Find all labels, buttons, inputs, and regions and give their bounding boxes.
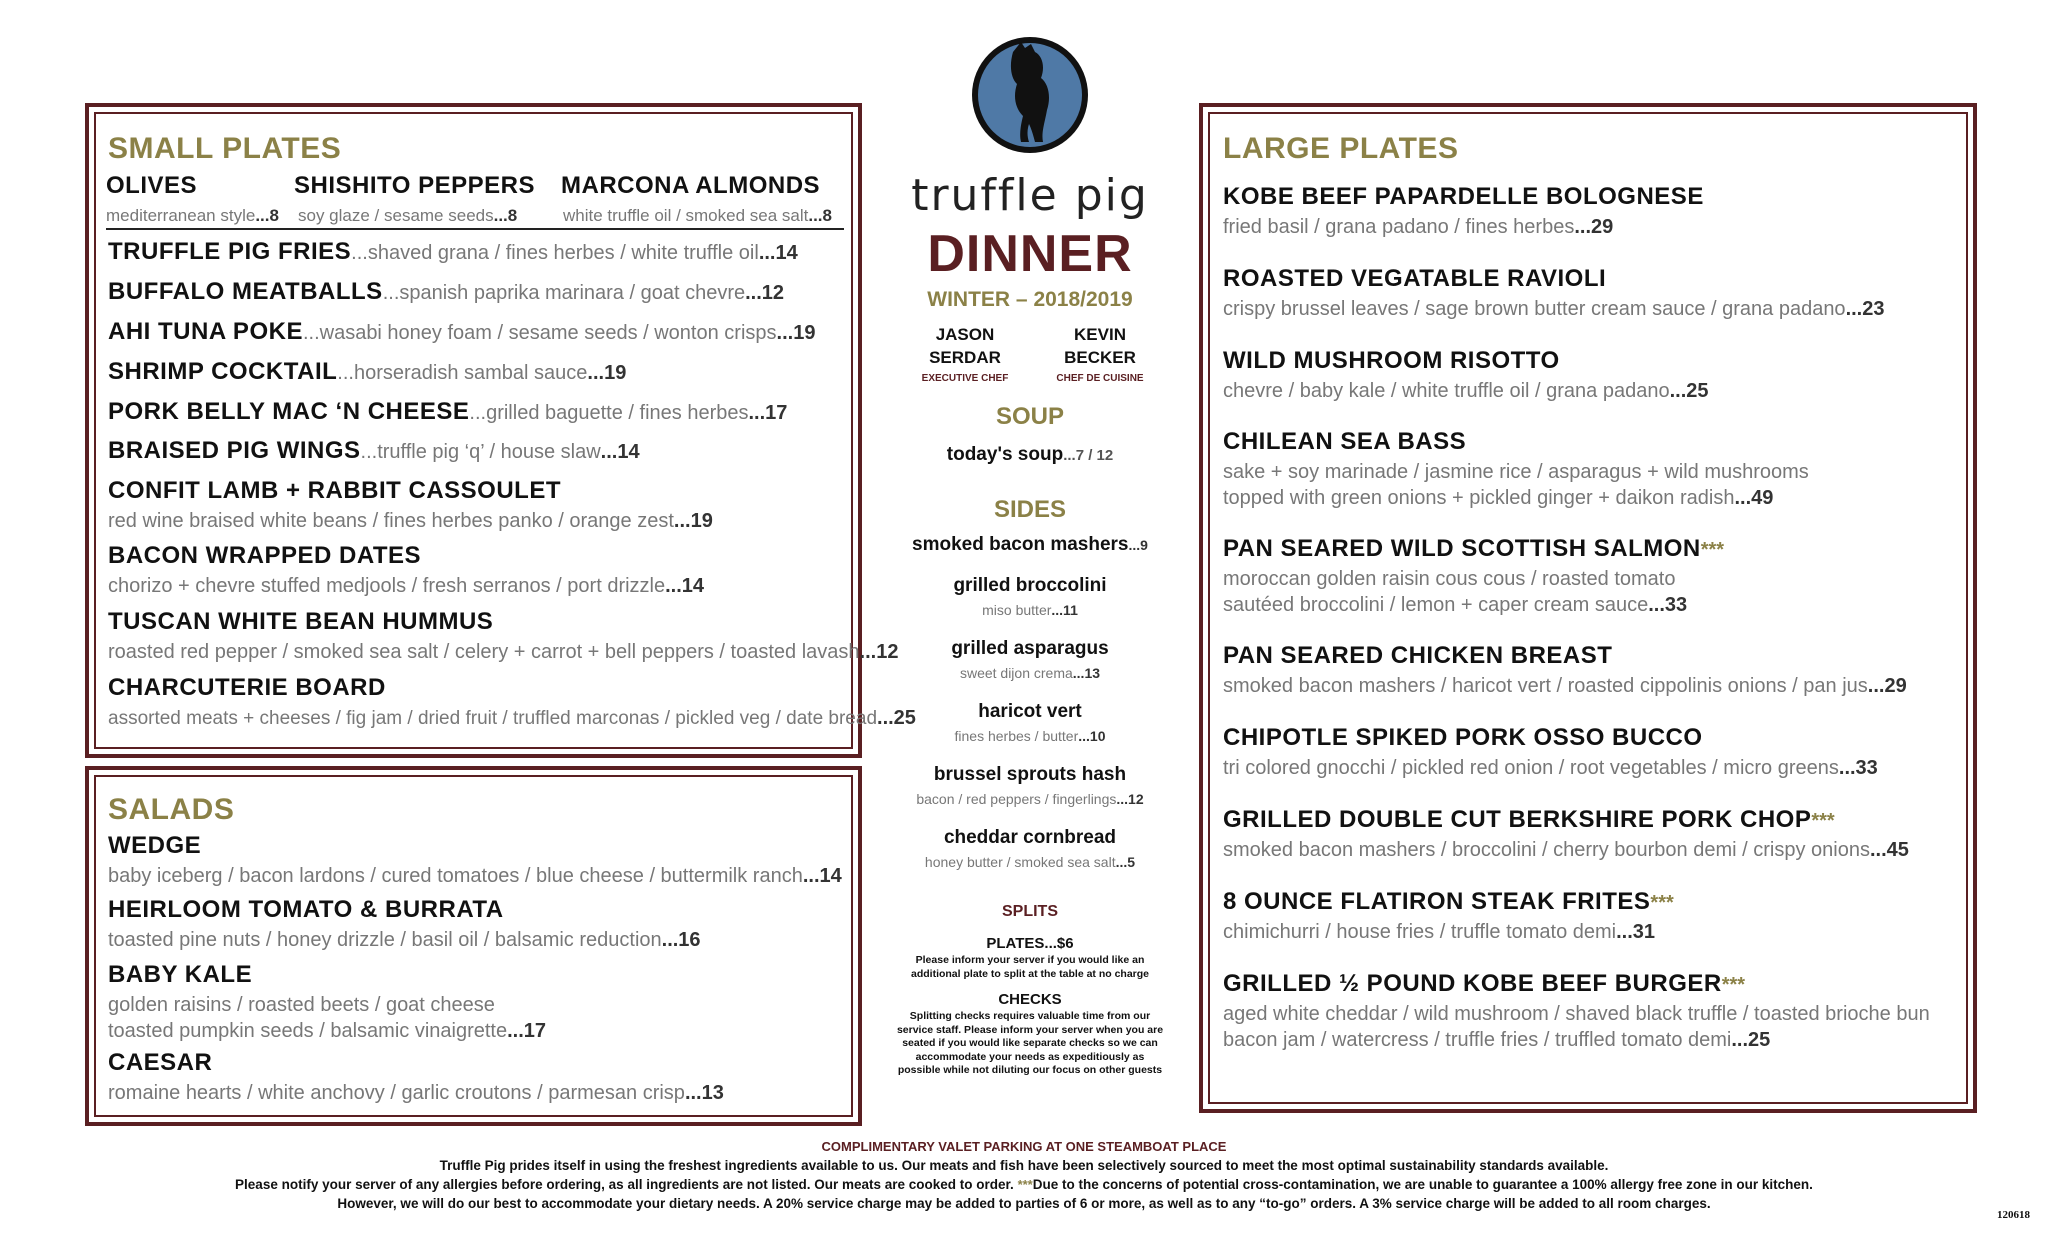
menu-item-chilean-sea-bass: CHILEAN SEA BASS sake + soy marinade / jasmine rice / asparagus + wild mushrooms topped with green onions + pickled ginger + daikon radish...49: [1223, 428, 1809, 509]
sides-title: SIDES: [993, 496, 1067, 523]
plates-heading: PLATES...$6: [986, 935, 1074, 952]
menu-item-buffalo-meatballs: BUFFALO MEATBALLS...spanish paprika marinara / goat chevre...12: [108, 278, 785, 305]
chef-de-cuisine: KEVIN BECKER CHEF DE CUISINE: [1056, 325, 1144, 384]
menu-item-vegetable-ravioli: ROASTED VEGATABLE RAVIOLI crispy brussel leaves / sage brown butter cream sauce / grana padano...23: [1223, 265, 1885, 320]
menu-item-chicken-breast: PAN SEARED CHICKEN BREAST smoked bacon mashers / haricot vert / roasted cippolinis onions / pan jus...29: [1223, 642, 1907, 697]
checks-text: Splitting checks requires valuable time from our service staff. Please inform your server when you are seated if you would like separate checks so we can accommodate your needs as expeditiously as possible while not diluting our focus on other guests: [896, 1010, 1164, 1076]
side-item-haricot-vert: haricot vert fines herbes / butter...10: [954, 701, 1106, 744]
menu-item-kobe-papardelle: KOBE BEEF PAPARDELLE BOLOGNESE fried basil / grana padano / fines herbes...29: [1223, 183, 1704, 238]
side-item-brussel-sprouts: brussel sprouts hash bacon / red peppers / fingerlings...12: [916, 764, 1144, 807]
soup-title: SOUP: [995, 403, 1064, 430]
menu-item-caesar: CAESAR romaine hearts / white anchovy / garlic croutons / parmesan crisp...13: [108, 1049, 724, 1104]
brand-name: truffle pig: [911, 170, 1149, 221]
menu-item-bacon-wrapped-dates: BACON WRAPPED DATES chorizo + chevre stuffed medjools / fresh serranos / port drizzle...14: [108, 542, 705, 597]
menu-code: 120618: [1997, 1209, 2030, 1221]
menu-item-confit-lamb: CONFIT LAMB + RABBIT CASSOULET red wine braised white beans / fines herbes panko / orange zest...19: [108, 477, 713, 532]
footer-line-3: However, we will do our best to accommodate your dietary needs. A 20% service charge may be added to parties of 6 or more, as well as to any “to-go” orders. A 3% service charge will be added to all room charges.: [337, 1196, 1711, 1211]
menu-item-truffle-pig-fries: TRUFFLE PIG FRIES...shaved grana / fines herbes / white truffle oil...14: [108, 238, 798, 265]
menu-title: DINNER: [927, 225, 1133, 283]
small-plates-divider: [106, 228, 844, 230]
menu-item-kobe-burger: GRILLED ½ POUND KOBE BEEF BURGER*** aged white cheddar / wild mushroom / shaved black truffle / toasted brioche bun bacon jam / watercress / truffle fries / truffled tomato demi...25: [1223, 970, 1930, 1051]
menu-item-osso-bucco: CHIPOTLE SPIKED PORK OSSO BUCCO tri colored gnocchi / pickled red onion / root vegetables / micro greens...33: [1223, 724, 1878, 779]
side-item-bacon-mashers: smoked bacon mashers...9: [912, 534, 1148, 555]
valet-notice: COMPLIMENTARY VALET PARKING AT ONE STEAMBOAT PLACE: [821, 1139, 1227, 1154]
menu-item-pork-chop: GRILLED DOUBLE CUT BERKSHIRE PORK CHOP*** smoked bacon mashers / broccolini / cherry bourbon demi / crispy onions...45: [1223, 806, 1909, 861]
menu-item-charcuterie-board: CHARCUTERIE BOARD assorted meats + cheeses / fig jam / dried fruit / truffled marconas / pickled veg / date bread...25: [108, 674, 916, 729]
pig-logo-icon: [969, 34, 1091, 156]
plates-text: Please inform your server if you would like an additional plate to split at the table at no charge: [910, 954, 1150, 980]
menu-item-shishito-peppers: SHISHITO PEPPERS soy glaze / sesame seeds...8: [294, 172, 535, 225]
footer-line-1: Truffle Pig prides itself in using the freshest ingredients available to us. Our meats and fish have been selectively sourced to meet the most optimal sustainability standards available.: [439, 1158, 1609, 1173]
menu-item-heirloom-tomato: HEIRLOOM TOMATO & BURRATA toasted pine nuts / honey drizzle / basil oil / balsamic reduction...16: [108, 896, 701, 951]
menu-item-braised-pig-wings: BRAISED PIG WINGS...truffle pig ‘q’ / house slaw...14: [108, 437, 640, 464]
small-plates-title: SMALL PLATES: [108, 132, 342, 165]
footer-line-2: Please notify your server of any allergies before ordering, as all ingredients are not listed. Our meats are cooked to order. ***Due to the concerns of potential cross-contamination, we are unable to guarantee a 100% allergy free zone in our kitchen.: [235, 1177, 1813, 1192]
large-plates-title: LARGE PLATES: [1223, 132, 1459, 165]
menu-item-tuscan-hummus: TUSCAN WHITE BEAN HUMMUS roasted red pepper / smoked sea salt / celery + carrot + bell peppers / toasted lavash...12: [108, 608, 899, 663]
checks-heading: CHECKS: [998, 991, 1062, 1008]
chef-executive: JASON SERDAR EXECUTIVE CHEF: [921, 325, 1009, 384]
soup-item: today's soup...7 / 12: [946, 444, 1114, 465]
menu-item-shrimp-cocktail: SHRIMP COCKTAIL...horseradish sambal sauce...19: [108, 358, 627, 385]
menu-item-scottish-salmon: PAN SEARED WILD SCOTTISH SALMON*** moroccan golden raisin cous cous / roasted tomato sautéed broccolini / lemon + caper cream sauce...33: [1223, 535, 1725, 616]
menu-item-baby-kale: BABY KALE golden raisins / roasted beets / goat cheese toasted pumpkin seeds / balsamic vinaigrette...17: [108, 961, 547, 1042]
menu-item-mushroom-risotto: WILD MUSHROOM RISOTTO chevre / baby kale / white truffle oil / grana padano...25: [1223, 347, 1709, 402]
side-item-broccolini: grilled broccolini miso butter...11: [953, 575, 1107, 618]
side-item-asparagus: grilled asparagus sweet dijon crema...13: [951, 638, 1109, 681]
footer: [0, 1137, 2048, 1213]
splits-title: SPLITS: [1001, 903, 1058, 920]
menu-item-wedge: WEDGE baby iceberg / bacon lardons / cured tomatoes / blue cheese / buttermilk ranch...14: [108, 832, 842, 887]
menu-item-flatiron-steak: 8 OUNCE FLATIRON STEAK FRITES*** chimichurri / house fries / truffle tomato demi...31: [1223, 888, 1674, 943]
menu-item-pork-belly-mac: PORK BELLY MAC ‘N CHEESE...grilled baguette / fines herbes...17: [108, 398, 788, 425]
menu-item-olives: OLIVES mediterranean style...8: [106, 172, 279, 225]
menu-item-ahi-tuna-poke: AHI TUNA POKE...wasabi honey foam / sesame seeds / wonton crisps...19: [108, 318, 816, 345]
menu-item-marcona-almonds: MARCONA ALMONDS white truffle oil / smoked sea salt...8: [561, 172, 832, 225]
salads-title: SALADS: [108, 793, 235, 826]
season-label: WINTER – 2018/2019: [927, 288, 1133, 311]
side-item-cornbread: cheddar cornbread honey butter / smoked sea salt...5: [924, 827, 1136, 870]
